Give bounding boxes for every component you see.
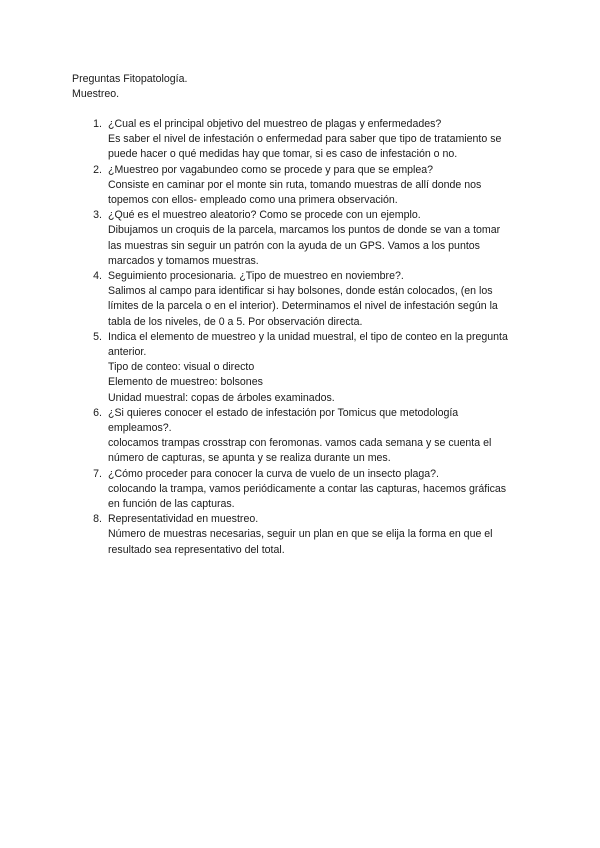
question-item-5 — [88, 330, 533, 406]
question-text: ¿Cual es el principal objetivo del muestreo de plagas y enfermedades? — [108, 118, 442, 130]
question-item-7 — [88, 467, 533, 513]
question-item-8 — [88, 512, 533, 558]
answer-line: Es saber el nivel de infestación o enfermedad para saber que tipo de tratamiento se — [108, 133, 502, 146]
answer-line: resultado sea representativo del total. — [108, 543, 285, 556]
answer-line: Unidad muestral: copas de árboles examinados. — [108, 391, 335, 404]
question-item-6 — [88, 406, 533, 467]
question-text: ¿Si quieres conocer el estado de infestación por Tomicus que metodología — [108, 406, 459, 419]
answer-line: marcados y tomamos muestras. — [108, 254, 259, 267]
question-number: 3. — [93, 209, 102, 222]
answer-line: límites de la parcela o en el interior). Determinamos el nivel de infestación según la — [108, 300, 498, 313]
document-title: Preguntas Fitopatología. — [72, 73, 188, 85]
question-number: 4. — [93, 270, 102, 283]
question-text: ¿Cómo proceder para conocer la curva de vuelo de un insecto plaga?. — [108, 467, 439, 480]
answer-line: Tipo de conteo: visual o directo — [108, 361, 255, 374]
question-number: 7. — [93, 467, 102, 480]
question-number: 1. — [93, 118, 102, 130]
answer-line: Elemento de muestreo: bolsones — [108, 376, 263, 389]
question-text: Representatividad en muestreo. — [108, 513, 259, 526]
question-list — [88, 117, 533, 558]
answer-line: Salimos al campo para identificar si hay bolsones, donde están colocados, (en los — [108, 285, 493, 298]
answer-line: número de capturas, se apunta y se realiza durante un mes. — [108, 452, 391, 465]
answer-line: Consiste en caminar por el monte sin ruta, tomando muestras de allí donde nos — [108, 178, 482, 191]
answer-line: Número de muestras necesarias, seguir un plan en que se elija la forma en que el — [108, 528, 493, 541]
answer-line: Dibujamos un croquis de la parcela, marcamos los puntos de donde se van a tomar — [108, 224, 501, 237]
question-text: Seguimiento procesionaria. ¿Tipo de muestreo en noviembre?. — [108, 270, 404, 283]
question-item-1 — [88, 117, 533, 163]
document-header — [72, 72, 187, 102]
question-text: ¿Qué es el muestreo aleatorio? Como se procede con un ejemplo. — [108, 209, 421, 222]
answer-line: las muestras sin seguir un patrón con la ayuda de un GPS. Vamos a los puntos — [108, 239, 480, 252]
question-item-4 — [88, 269, 533, 330]
answer-line: tabla de los niveles, de 0 a 5. Por observación directa. — [108, 315, 363, 328]
question-text: empleamos?. — [108, 422, 172, 435]
answer-line: topemos con ellos- empleado como una primera observación. — [108, 194, 398, 207]
question-number: 2. — [93, 163, 102, 176]
answer-line: colocamos trampas crosstrap con feromonas. vamos cada semana y se cuenta el — [108, 437, 492, 450]
document-subtitle: Muestreo. — [72, 88, 120, 101]
answer-line: colocando la trampa, vamos periódicamente a contar las capturas, hacemos gráficas — [108, 482, 507, 495]
question-item-2 — [88, 163, 533, 209]
question-text: ¿Muestreo por vagabundeo como se procede y para que se emplea? — [108, 163, 434, 176]
question-number: 6. — [93, 406, 102, 419]
answer-line: en función de las capturas. — [108, 498, 235, 511]
answer-line: puede hacer o qué medidas hay que tomar, si es caso de infestación o no. — [108, 148, 458, 161]
question-number: 8. — [93, 513, 102, 526]
question-item-3 — [88, 208, 533, 269]
question-text: anterior. — [108, 346, 147, 359]
question-number: 5. — [93, 330, 102, 343]
question-text: Indica el elemento de muestreo y la unidad muestral, el tipo de conteo en la pregunta — [108, 330, 508, 343]
